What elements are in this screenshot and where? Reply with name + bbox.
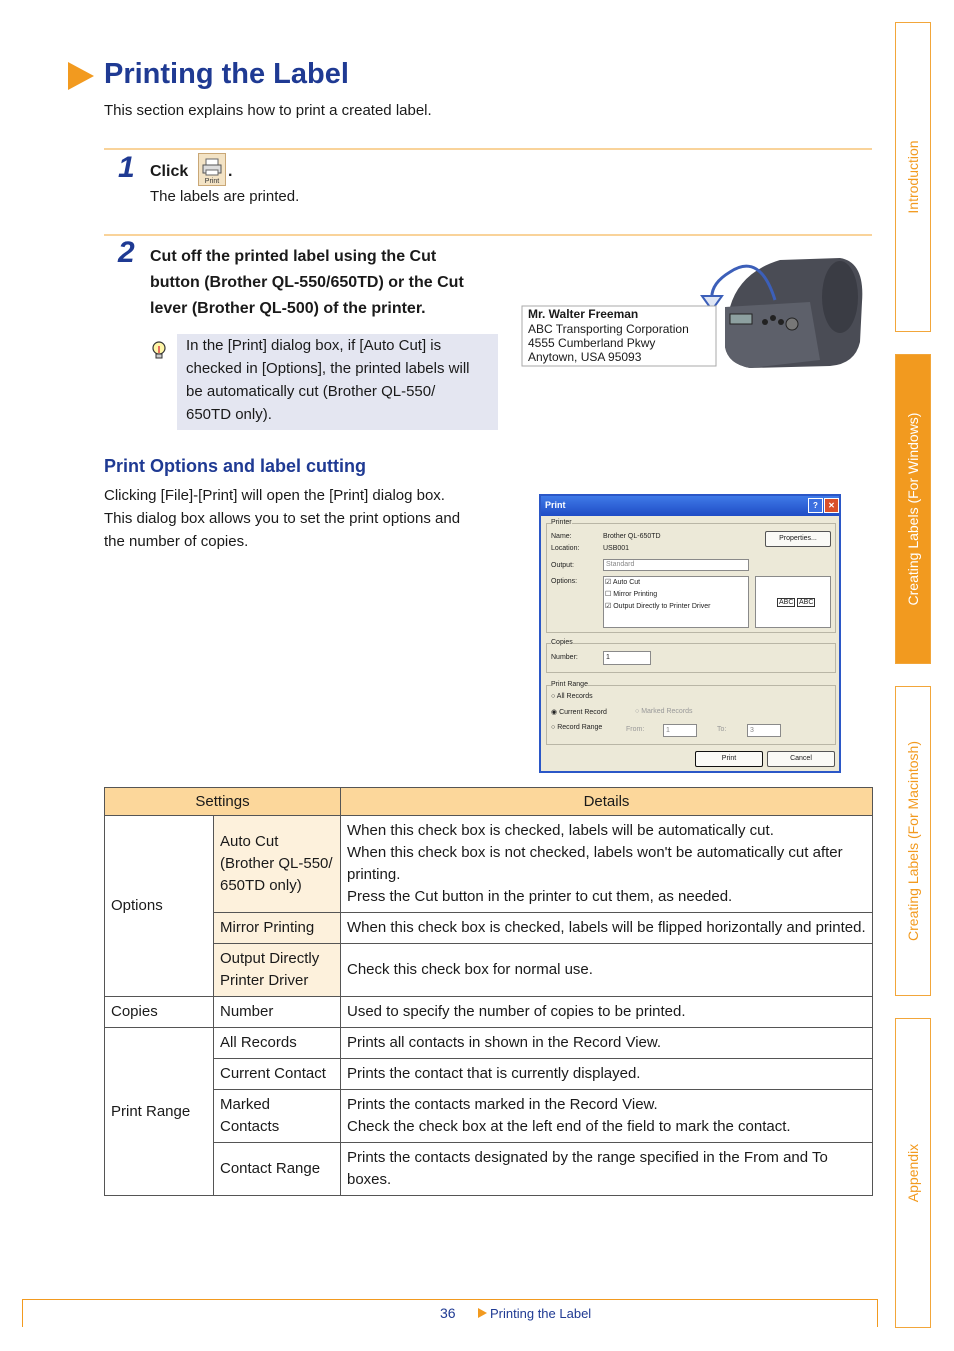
title-arrow-icon <box>68 62 94 90</box>
print-icon[interactable] <box>198 153 226 186</box>
hint-line: be automatically cut (Brother QL-550/ <box>186 383 436 400</box>
radio-record-range[interactable]: ○ Record Range <box>551 724 603 731</box>
cell-line: Auto Cut <box>220 833 279 850</box>
section-line: Clicking [File]-[Print] will open the [Print] dialog box. <box>104 487 445 504</box>
tab-introduction[interactable] <box>895 22 931 332</box>
table-row <box>105 1090 873 1143</box>
radio-range-label: Record Range <box>557 724 603 731</box>
help-icon[interactable]: ? <box>808 498 823 513</box>
section-heading: Print Options and label cutting <box>104 456 367 476</box>
to-input[interactable]: 3 <box>747 724 781 737</box>
hint-line: checked in [Options], the printed labels will <box>186 360 470 377</box>
header-details: Details <box>341 788 873 816</box>
step2-number: 2 <box>118 236 135 269</box>
row-group-copies: Copies <box>105 997 214 1028</box>
table-row <box>105 997 873 1028</box>
table-row <box>105 1059 873 1090</box>
preview-abc: ABC <box>779 599 794 606</box>
setting-marked-contacts <box>214 1090 341 1143</box>
radio-all-records[interactable]: ○ All Records <box>551 693 593 700</box>
from-input[interactable]: 1 <box>663 724 697 737</box>
setting-autocut <box>214 816 341 913</box>
cell-line: Prints the contacts marked in the Record View. <box>347 1096 658 1113</box>
radio-current-record[interactable]: ◉ Current Record <box>551 709 607 716</box>
hint-line: 650TD only). <box>186 406 272 423</box>
table-row <box>105 1143 873 1196</box>
print-icon-caption: Print <box>204 178 220 185</box>
setting-contact-range: Contact Range <box>214 1143 341 1196</box>
detail-number: Used to specify the number of copies to be printed. <box>341 997 873 1028</box>
detail-current-contact: Prints the contact that is currently displayed. <box>341 1059 873 1090</box>
cell-line: When this check box is not checked, labels won't be automatically cut after printing. <box>347 844 843 883</box>
tab-creating-labels-windows[interactable] <box>895 354 931 664</box>
printer-group-label: Printer <box>551 519 572 526</box>
copies-group-label: Copies <box>551 639 573 646</box>
opt-autocut-checkbox[interactable]: ☑ Auto Cut <box>605 579 641 586</box>
dialog-title: Print <box>545 500 566 510</box>
range-group-label: Print Range <box>551 681 588 688</box>
copies-group <box>546 643 836 673</box>
opt-direct-checkbox[interactable]: ☑ Output Directly to Printer Driver <box>605 603 711 610</box>
label-line: ABC Transporting Corporation <box>528 322 689 336</box>
cancel-button[interactable]: Cancel <box>767 751 835 767</box>
cell-line: Marked <box>220 1096 271 1113</box>
printer-illustration <box>520 252 865 372</box>
radio-marked-records[interactable]: ○ Marked Records <box>635 708 693 715</box>
setting-output-direct <box>214 944 341 997</box>
step1-click-label: Click <box>150 163 189 180</box>
dialog-titlebar <box>541 496 839 516</box>
header-settings: Settings <box>105 788 341 816</box>
label-line: Anytown, USA 95093 <box>528 350 642 364</box>
label-name: Mr. Walter Freeman <box>528 307 639 321</box>
step2-line2: button (Brother QL-550/650TD) or the Cut <box>150 274 464 291</box>
print-button[interactable]: Print <box>695 751 763 767</box>
output-label: Output: <box>551 562 574 569</box>
footer-title-link[interactable]: Printing the Label <box>490 1306 592 1321</box>
footer-divider <box>877 1299 878 1327</box>
table-row <box>105 1028 873 1059</box>
location-label: Location: <box>551 545 580 552</box>
location-value: USB001 <box>603 545 630 552</box>
cell-line: Printer Driver <box>220 972 309 989</box>
detail-output-direct: Check this check box for normal use. <box>341 944 873 997</box>
to-label: To: <box>717 726 727 733</box>
tab-windows-label: Creating Labels (For Windows) <box>905 412 921 606</box>
lightbulb-icon <box>150 340 168 367</box>
from-label: From: <box>626 726 645 733</box>
step2-divider <box>104 234 872 236</box>
setting-all-records: All Records <box>214 1028 341 1059</box>
footer-divider <box>22 1299 23 1327</box>
print-dialog <box>539 494 841 773</box>
properties-button[interactable]: Properties... <box>765 531 831 547</box>
footer-divider <box>22 1299 878 1300</box>
setting-current-contact: Current Contact <box>214 1059 341 1090</box>
step1-number: 1 <box>118 151 135 184</box>
section-line: This dialog box allows you to set the print options and <box>104 510 461 527</box>
step2-line3: lever (Brother QL-500) of the printer. <box>150 300 426 317</box>
radio-all-label: All Records <box>556 693 593 700</box>
radio-current-label: Current Record <box>559 709 607 716</box>
step2-line1: Cut off the printed label using the Cut <box>150 248 437 265</box>
output-select[interactable]: Standard <box>603 559 749 571</box>
step1-result: The labels are printed. <box>150 188 300 205</box>
opt-autocut-label: Auto Cut <box>612 579 641 586</box>
hint-text <box>186 334 491 426</box>
table-row <box>105 944 873 997</box>
detail-mirror: When this check box is checked, labels will be flipped horizontally and printed. <box>341 913 873 944</box>
table-header-row <box>105 788 873 816</box>
section-line: the number of copies. <box>104 533 249 550</box>
tab-appendix[interactable] <box>895 1018 931 1328</box>
setting-mirror: Mirror Printing <box>214 913 341 944</box>
tab-mac-label: Creating Labels (For Macintosh) <box>905 741 921 941</box>
copies-input[interactable]: 1 <box>603 651 651 665</box>
close-icon[interactable]: ✕ <box>824 498 839 513</box>
name-label: Name: <box>551 533 572 540</box>
setting-number: Number <box>214 997 341 1028</box>
name-value: Brother QL-650TD <box>603 533 661 540</box>
page-number: 36 <box>440 1305 456 1321</box>
table-row <box>105 816 873 913</box>
step1-divider <box>104 148 872 150</box>
detail-marked-contacts <box>341 1090 873 1143</box>
row-group-options: Options <box>105 816 214 997</box>
tab-introduction-label: Introduction <box>905 140 921 214</box>
table-row <box>105 913 873 944</box>
cell-line: Check the check box at the left end of the field to mark the contact. <box>347 1118 791 1135</box>
tab-appendix-label: Appendix <box>905 1143 921 1203</box>
page-title: Printing the Label <box>104 58 349 90</box>
detail-autocut <box>341 816 873 913</box>
cell-line: Press the Cut button in the printer to cut them, as needed. <box>347 888 733 905</box>
label-line: 4555 Cumberland Pkwy <box>528 336 656 350</box>
settings-table <box>104 787 873 1196</box>
opt-mirror-label: Mirror Printing <box>613 591 658 598</box>
hint-line: In the [Print] dialog box, if [Auto Cut] is <box>186 337 442 354</box>
tab-creating-labels-mac[interactable] <box>895 686 931 996</box>
cell-line: (Brother QL-550/ <box>220 855 333 872</box>
detail-contact-range: Prints the contacts designated by the range specified in the From and To boxes. <box>341 1143 873 1196</box>
cell-line: When this check box is checked, labels will be automatically cut. <box>347 822 774 839</box>
step1-period: . <box>228 163 233 180</box>
options-label: Options: <box>551 578 578 585</box>
row-group-print-range: Print Range <box>105 1028 214 1196</box>
opt-mirror-checkbox[interactable]: ☐ Mirror Printing <box>605 591 658 598</box>
footer-arrow-icon <box>478 1308 487 1318</box>
radio-marked-label: Marked Records <box>641 708 693 715</box>
opt-direct-label: Output Directly to Printer Driver <box>613 603 711 610</box>
detail-all-records: Prints all contacts in shown in the Record View. <box>341 1028 873 1059</box>
intro-text: This section explains how to print a created label. <box>104 102 432 119</box>
cell-line: Output Directly <box>220 950 320 967</box>
number-label: Number: <box>551 654 578 661</box>
cell-line: Contacts <box>220 1118 280 1135</box>
cell-line: 650TD only) <box>220 877 302 894</box>
preview-abc: ABC <box>799 599 814 606</box>
